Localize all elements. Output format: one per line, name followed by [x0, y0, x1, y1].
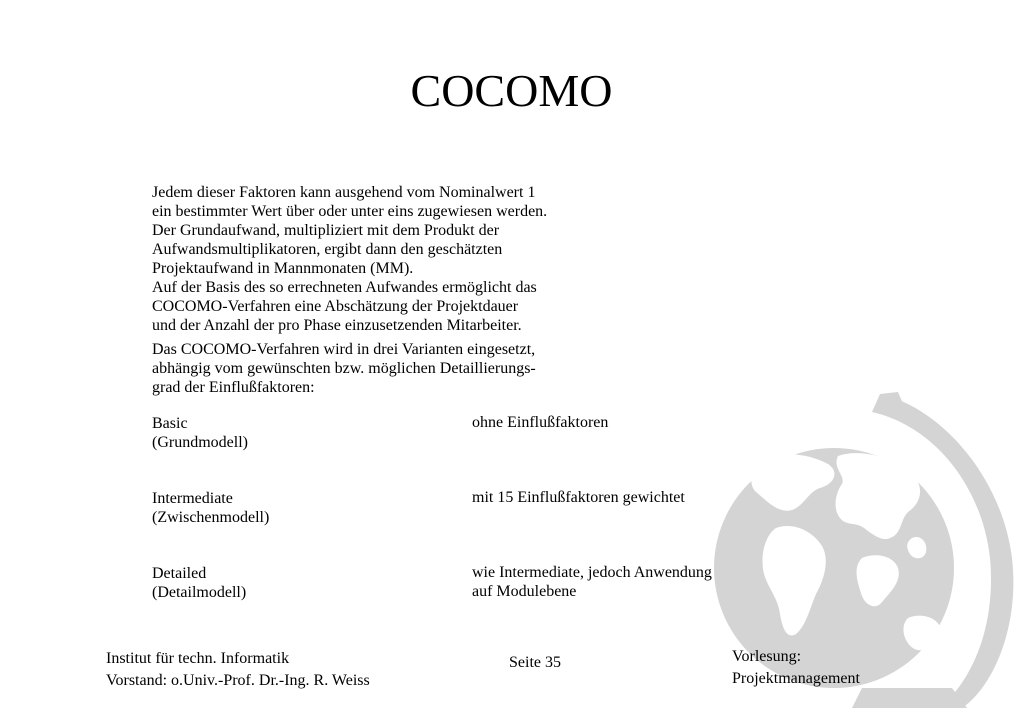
page-number: Seite 35	[509, 654, 561, 671]
variants-paragraph	[152, 340, 632, 397]
text-line: ein bestimmter Wert über oder unter eins zugewiesen werden.	[152, 203, 548, 220]
variant-description-line: auf Modulebene	[472, 583, 577, 600]
text-line: Das COCOMO-Verfahren wird in drei Varianten eingesetzt,	[152, 341, 536, 358]
variant-intermediate-description	[472, 488, 685, 507]
footer-institute	[106, 648, 370, 692]
variant-model: (Detailmodell)	[152, 584, 247, 601]
slide-title: COCOMO	[410, 65, 613, 116]
text-line: Jedem dieser Faktoren kann ausgehend vom Nominalwert 1	[152, 184, 536, 201]
variant-name: Basic	[152, 415, 188, 432]
variant-detailed-description	[472, 563, 712, 601]
lecture-name: Projektmanagement	[732, 670, 860, 687]
variant-description-line: mit 15 Einflußfaktoren gewichtet	[472, 489, 685, 506]
institute-head: Vorstand: o.Univ.-Prof. Dr.-Ing. R. Weiss	[106, 672, 370, 689]
lecture-label: Vorlesung:	[732, 648, 802, 665]
variant-description-line: wie Intermediate, jedoch Anwendung	[472, 564, 712, 581]
variant-intermediate-name	[152, 489, 269, 527]
text-line: Der Grundaufwand, multipliziert mit dem Produkt der	[152, 222, 500, 239]
variant-model: (Grundmodell)	[152, 434, 248, 451]
text-line: abhängig vom gewünschten bzw. möglichen Detaillierungs-	[152, 360, 536, 377]
institute-name: Institut für techn. Informatik	[106, 650, 290, 667]
variant-model: (Zwischenmodell)	[152, 509, 270, 526]
intro-paragraph	[152, 183, 632, 335]
text-line: Auf der Basis des so errechneten Aufwandes ermöglicht das	[152, 279, 537, 296]
text-line: und der Anzahl der pro Phase einzusetzenden Mitarbeiter.	[152, 317, 522, 334]
variant-detailed-name	[152, 564, 246, 602]
footer-page-number	[509, 652, 561, 674]
variant-basic-name	[152, 414, 248, 452]
footer-lecture	[732, 646, 860, 690]
variant-basic-description	[472, 413, 608, 432]
text-line: Projektaufwand in Mannmonaten (MM).	[152, 260, 414, 277]
variant-name: Intermediate	[152, 490, 233, 507]
text-line: Aufwandsmultiplikatoren, ergibt dann den geschätzten	[152, 241, 503, 258]
text-line: COCOMO-Verfahren eine Abschätzung der Projektdauer	[152, 298, 519, 315]
variant-name: Detailed	[152, 565, 207, 582]
variant-description-line: ohne Einflußfaktoren	[472, 414, 609, 431]
text-line: grad der Einflußfaktoren:	[152, 379, 315, 396]
